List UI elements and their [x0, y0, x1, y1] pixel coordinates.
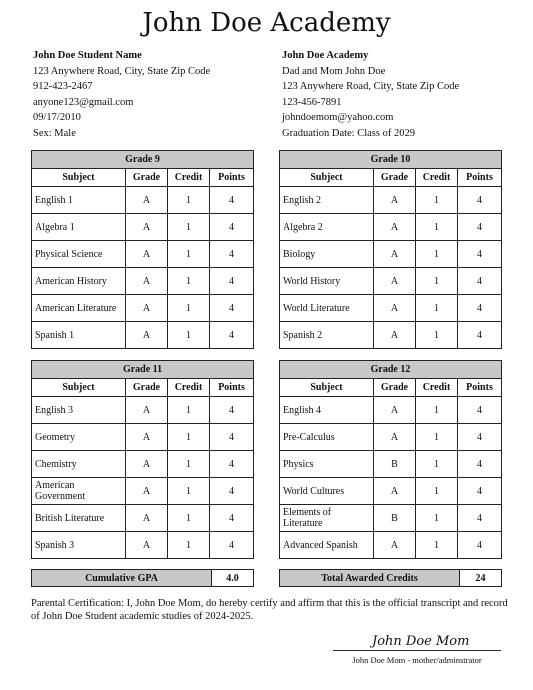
signature: John Doe Mom	[372, 634, 470, 649]
credits-label: Total Awarded Credits	[280, 570, 460, 587]
table-row	[280, 397, 502, 424]
parental-certification: Parental Certification: I, John Doe Mom, do hereby certify and affirm that this is the official transcript and record of John Doe Student academic studies of 2024-2025.	[31, 598, 508, 622]
credit-cell: 1	[168, 424, 210, 451]
table-row	[32, 532, 254, 559]
subject-cell: Spanish 2	[280, 322, 374, 349]
column-header: Subject	[280, 379, 374, 397]
credit-cell: 1	[168, 187, 210, 214]
subject-cell: Chemistry	[32, 451, 126, 478]
points-cell: 4	[210, 424, 254, 451]
credit-cell: 1	[416, 322, 458, 349]
grade-cell: A	[126, 214, 168, 241]
school-email: johndoemom@yahoo.com	[282, 112, 394, 123]
gpa-label: Cumulative GPA	[32, 570, 212, 587]
table-row	[32, 241, 254, 268]
subject-cell: Physical Science	[32, 241, 126, 268]
table-row	[280, 322, 502, 349]
subject-cell: American History	[32, 268, 126, 295]
points-cell: 4	[458, 295, 502, 322]
table-row	[32, 397, 254, 424]
student-address: 123 Anywhere Road, City, State Zip Code	[33, 65, 211, 77]
credits-value: 24	[460, 570, 502, 587]
grade-cell: A	[126, 532, 168, 559]
subject-cell: World Cultures	[280, 478, 374, 505]
subject-cell: Spanish 3	[32, 532, 126, 559]
column-header: Subject	[32, 169, 126, 187]
credit-cell: 1	[416, 295, 458, 322]
column-header: Credit	[416, 169, 458, 187]
grade-table-title: Grade 10	[280, 151, 502, 169]
points-cell: 4	[458, 451, 502, 478]
student-name: John Doe Student Name	[33, 50, 142, 61]
subject-cell: American Literature	[32, 295, 126, 322]
student-dob: 09/17/2010	[33, 112, 81, 123]
grade-cell: A	[374, 532, 416, 559]
points-cell: 4	[210, 241, 254, 268]
credit-cell: 1	[168, 478, 210, 505]
subject-cell: Algebra 1	[32, 214, 126, 241]
grade-cell: A	[126, 295, 168, 322]
credit-cell: 1	[168, 214, 210, 241]
student-email: anyone123@gmail.com	[33, 96, 134, 108]
grade-cell: A	[374, 478, 416, 505]
grade-cell: A	[374, 295, 416, 322]
table-row	[32, 478, 254, 505]
column-header: Points	[210, 379, 254, 397]
subject-cell: American Government	[32, 478, 126, 505]
credit-cell: 1	[168, 397, 210, 424]
points-cell: 4	[458, 241, 502, 268]
school-name: John Doe Academy	[282, 50, 369, 61]
grade-cell: A	[374, 322, 416, 349]
points-cell: 4	[210, 295, 254, 322]
signature-line	[333, 650, 501, 651]
points-cell: 4	[458, 187, 502, 214]
points-cell: 4	[458, 214, 502, 241]
subject-cell: Elements of Literature	[280, 505, 374, 532]
grade-table-title: Grade 11	[32, 361, 254, 379]
school-phone: 123-456-7891	[282, 96, 342, 108]
points-cell: 4	[210, 268, 254, 295]
column-header: Credit	[168, 169, 210, 187]
grade-cell: A	[374, 187, 416, 214]
grade-table	[279, 150, 502, 349]
points-cell: 4	[210, 451, 254, 478]
graduation-date: Graduation Date: Class of 2029	[282, 127, 415, 139]
grade-table-title: Grade 12	[280, 361, 502, 379]
signature-caption: John Doe Mom - mother/adminstrator	[352, 655, 482, 665]
subject-cell: Geometry	[32, 424, 126, 451]
points-cell: 4	[210, 214, 254, 241]
points-cell: 4	[458, 397, 502, 424]
subject-cell: English 3	[32, 397, 126, 424]
subject-cell: Physics	[280, 451, 374, 478]
subject-cell: Advanced Spanish	[280, 532, 374, 559]
credit-cell: 1	[416, 424, 458, 451]
student-info	[33, 48, 210, 141]
table-row	[280, 505, 502, 532]
points-cell: 4	[458, 505, 502, 532]
credit-cell: 1	[416, 451, 458, 478]
credit-cell: 1	[416, 268, 458, 295]
points-cell: 4	[458, 478, 502, 505]
points-cell: 4	[458, 424, 502, 451]
points-cell: 4	[210, 187, 254, 214]
table-row	[32, 268, 254, 295]
table-row	[280, 451, 502, 478]
table-row	[32, 451, 254, 478]
credit-cell: 1	[168, 532, 210, 559]
grade-cell: A	[126, 268, 168, 295]
grade-cell: A	[126, 505, 168, 532]
table-row	[280, 241, 502, 268]
gpa-value: 4.0	[212, 570, 254, 587]
table-row	[280, 187, 502, 214]
grade-table	[31, 150, 254, 349]
subject-cell: Algebra 2	[280, 214, 374, 241]
grade-cell: B	[374, 505, 416, 532]
credit-cell: 1	[168, 268, 210, 295]
column-header: Subject	[32, 379, 126, 397]
table-row	[280, 295, 502, 322]
grade-cell: B	[374, 451, 416, 478]
table-row	[32, 424, 254, 451]
points-cell: 4	[458, 268, 502, 295]
table-row	[32, 187, 254, 214]
page-title: John Doe Academy	[142, 8, 391, 38]
table-row	[32, 295, 254, 322]
subject-cell: Spanish 1	[32, 322, 126, 349]
subject-cell: English 2	[280, 187, 374, 214]
school-parents: Dad and Mom John Doe	[282, 65, 386, 77]
credit-cell: 1	[416, 397, 458, 424]
table-row	[32, 214, 254, 241]
credit-cell: 1	[168, 295, 210, 322]
column-header: Points	[458, 169, 502, 187]
column-header: Grade	[374, 379, 416, 397]
subject-cell: Biology	[280, 241, 374, 268]
points-cell: 4	[210, 532, 254, 559]
subject-cell: World Literature	[280, 295, 374, 322]
grade-cell: A	[126, 424, 168, 451]
table-row	[280, 532, 502, 559]
subject-cell: English 4	[280, 397, 374, 424]
column-header: Credit	[168, 379, 210, 397]
grade-cell: A	[126, 478, 168, 505]
points-cell: 4	[458, 322, 502, 349]
credit-cell: 1	[416, 241, 458, 268]
column-header: Points	[458, 379, 502, 397]
credit-cell: 1	[168, 241, 210, 268]
grade-table-title: Grade 9	[32, 151, 254, 169]
credit-cell: 1	[416, 505, 458, 532]
points-cell: 4	[210, 505, 254, 532]
table-row	[280, 268, 502, 295]
table-row	[280, 424, 502, 451]
grade-cell: A	[374, 268, 416, 295]
credit-cell: 1	[416, 532, 458, 559]
credit-cell: 1	[416, 187, 458, 214]
student-phone: 912-423-2467	[33, 81, 93, 92]
credit-cell: 1	[168, 505, 210, 532]
student-sex: Sex: Male	[33, 127, 76, 139]
credit-cell: 1	[168, 451, 210, 478]
credits-summary	[279, 569, 502, 587]
credit-cell: 1	[416, 214, 458, 241]
points-cell: 4	[210, 397, 254, 424]
credit-cell: 1	[416, 478, 458, 505]
table-row	[280, 214, 502, 241]
school-address: 123 Anywhere Road, City, State Zip Code	[282, 81, 460, 92]
grade-cell: A	[374, 241, 416, 268]
subject-cell: English 1	[32, 187, 126, 214]
grade-cell: A	[126, 322, 168, 349]
column-header: Grade	[126, 169, 168, 187]
gpa-summary	[31, 569, 254, 587]
column-header: Points	[210, 169, 254, 187]
grade-cell: A	[374, 214, 416, 241]
grade-table	[31, 360, 254, 559]
points-cell: 4	[210, 322, 254, 349]
credit-cell: 1	[168, 322, 210, 349]
grade-cell: A	[126, 187, 168, 214]
column-header: Credit	[416, 379, 458, 397]
column-header: Subject	[280, 169, 374, 187]
points-cell: 4	[210, 478, 254, 505]
table-row	[280, 478, 502, 505]
grade-cell: A	[126, 451, 168, 478]
subject-cell: Pre-Calculus	[280, 424, 374, 451]
table-row	[32, 322, 254, 349]
grade-cell: A	[126, 241, 168, 268]
table-row	[32, 505, 254, 532]
school-info	[282, 48, 459, 141]
grade-cell: A	[374, 397, 416, 424]
subject-cell: World History	[280, 268, 374, 295]
column-header: Grade	[126, 379, 168, 397]
subject-cell: British Literature	[32, 505, 126, 532]
grade-table	[279, 360, 502, 559]
points-cell: 4	[458, 532, 502, 559]
grade-cell: A	[126, 397, 168, 424]
column-header: Grade	[374, 169, 416, 187]
grade-cell: A	[374, 424, 416, 451]
